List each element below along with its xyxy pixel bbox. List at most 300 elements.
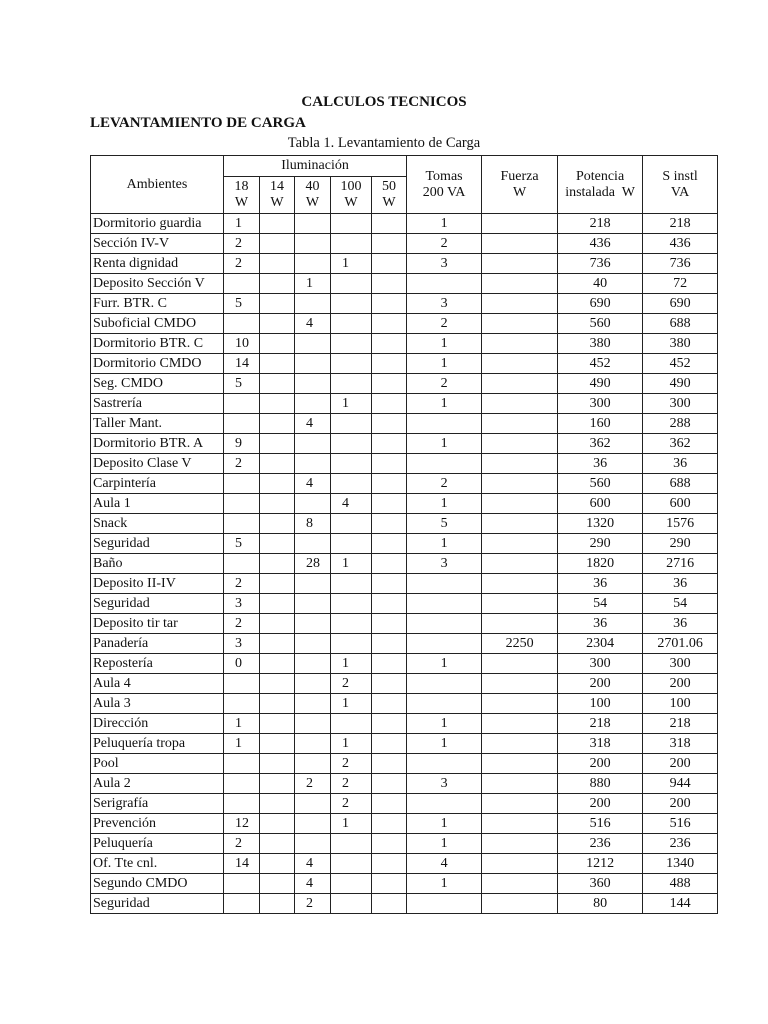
cell-18w bbox=[224, 894, 260, 914]
cell-ambiente: Panadería bbox=[91, 634, 224, 654]
cell-14w bbox=[260, 294, 295, 314]
cell-100w bbox=[331, 374, 372, 394]
cell-40w bbox=[295, 394, 331, 414]
cell-14w bbox=[260, 274, 295, 294]
cell-potencia: 40 bbox=[558, 274, 643, 294]
cell-100w bbox=[331, 294, 372, 314]
cell-ambiente: Snack bbox=[91, 514, 224, 534]
cell-40w bbox=[295, 814, 331, 834]
cell-14w bbox=[260, 414, 295, 434]
cell-100w bbox=[331, 454, 372, 474]
cell-100w bbox=[331, 314, 372, 334]
cell-50w bbox=[372, 394, 407, 414]
cell-18w: 2 bbox=[224, 574, 260, 594]
cell-ambiente: Peluquería tropa bbox=[91, 734, 224, 754]
cell-100w: 2 bbox=[331, 674, 372, 694]
cell-fuerza bbox=[482, 714, 558, 734]
document-title: CALCULOS TECNICOS bbox=[301, 94, 467, 110]
cell-100w: 2 bbox=[331, 774, 372, 794]
cell-50w bbox=[372, 734, 407, 754]
cell-18w: 3 bbox=[224, 634, 260, 654]
header-14w bbox=[260, 177, 295, 214]
cell-100w bbox=[331, 614, 372, 634]
cell-potencia: 300 bbox=[558, 394, 643, 414]
cell-14w bbox=[260, 374, 295, 394]
cell-tomas: 3 bbox=[407, 294, 482, 314]
cell-40w: 4 bbox=[295, 314, 331, 334]
cell-tomas: 3 bbox=[407, 554, 482, 574]
table-row bbox=[91, 614, 718, 634]
cell-14w bbox=[260, 394, 295, 414]
cell-s-instl: 36 bbox=[643, 574, 718, 594]
cell-tomas: 1 bbox=[407, 334, 482, 354]
cell-fuerza bbox=[482, 614, 558, 634]
cell-40w bbox=[295, 234, 331, 254]
cell-40w bbox=[295, 834, 331, 854]
cell-potencia: 218 bbox=[558, 714, 643, 734]
cell-50w bbox=[372, 354, 407, 374]
cell-s-instl: 218 bbox=[643, 214, 718, 234]
table-row bbox=[91, 274, 718, 294]
cell-14w bbox=[260, 634, 295, 654]
cell-s-instl: 736 bbox=[643, 254, 718, 274]
cell-potencia: 36 bbox=[558, 574, 643, 594]
cell-potencia: 380 bbox=[558, 334, 643, 354]
cell-50w bbox=[372, 214, 407, 234]
table-row bbox=[91, 494, 718, 514]
cell-18w: 2 bbox=[224, 614, 260, 634]
cell-tomas: 4 bbox=[407, 854, 482, 874]
cell-potencia: 80 bbox=[558, 894, 643, 914]
cell-ambiente: Seguridad bbox=[91, 534, 224, 554]
cell-18w bbox=[224, 414, 260, 434]
cell-fuerza bbox=[482, 894, 558, 914]
cell-40w: 4 bbox=[295, 874, 331, 894]
cell-ambiente: Dormitorio guardia bbox=[91, 214, 224, 234]
header-40w-line1: 40 bbox=[305, 179, 320, 194]
cell-100w bbox=[331, 514, 372, 534]
cell-14w bbox=[260, 834, 295, 854]
cell-50w bbox=[372, 274, 407, 294]
cell-ambiente: Deposito Clase V bbox=[91, 454, 224, 474]
cell-14w bbox=[260, 654, 295, 674]
table-row bbox=[91, 594, 718, 614]
cell-100w bbox=[331, 854, 372, 874]
cell-tomas bbox=[407, 614, 482, 634]
cell-50w bbox=[372, 814, 407, 834]
table-row bbox=[91, 654, 718, 674]
cell-100w: 1 bbox=[331, 394, 372, 414]
table-row bbox=[91, 414, 718, 434]
table-row bbox=[91, 774, 718, 794]
cell-tomas: 5 bbox=[407, 514, 482, 534]
cell-40w bbox=[295, 714, 331, 734]
cell-18w bbox=[224, 474, 260, 494]
cell-18w: 2 bbox=[224, 454, 260, 474]
cell-s-instl: 200 bbox=[643, 674, 718, 694]
cell-50w bbox=[372, 294, 407, 314]
cell-tomas bbox=[407, 794, 482, 814]
cell-ambiente: Dormitorio BTR. C bbox=[91, 334, 224, 354]
cell-tomas: 2 bbox=[407, 374, 482, 394]
cell-100w bbox=[331, 574, 372, 594]
table-body bbox=[91, 214, 718, 914]
header-tomas-line1: Tomas bbox=[425, 168, 463, 184]
cell-tomas bbox=[407, 894, 482, 914]
cell-100w: 2 bbox=[331, 794, 372, 814]
cell-s-instl: 362 bbox=[643, 434, 718, 454]
cell-18w: 10 bbox=[224, 334, 260, 354]
header-100w-line1: 100 bbox=[340, 179, 362, 194]
header-18w-line2: W bbox=[234, 195, 249, 210]
cell-ambiente: Baño bbox=[91, 554, 224, 574]
cell-40w: 2 bbox=[295, 894, 331, 914]
cell-50w bbox=[372, 834, 407, 854]
header-ambientes: Ambientes bbox=[91, 156, 224, 214]
cell-potencia: 100 bbox=[558, 694, 643, 714]
cell-ambiente: Suboficial CMDO bbox=[91, 314, 224, 334]
cell-potencia: 200 bbox=[558, 674, 643, 694]
cell-fuerza bbox=[482, 294, 558, 314]
cell-ambiente: Deposito tir tar bbox=[91, 614, 224, 634]
cell-s-instl: 200 bbox=[643, 794, 718, 814]
cell-fuerza bbox=[482, 574, 558, 594]
cell-fuerza bbox=[482, 414, 558, 434]
cell-s-instl: 380 bbox=[643, 334, 718, 354]
cell-18w: 5 bbox=[224, 374, 260, 394]
cell-100w bbox=[331, 214, 372, 234]
cell-50w bbox=[372, 674, 407, 694]
cell-tomas: 1 bbox=[407, 434, 482, 454]
cell-ambiente: Seguridad bbox=[91, 894, 224, 914]
cell-tomas: 1 bbox=[407, 814, 482, 834]
cell-50w bbox=[372, 594, 407, 614]
cell-50w bbox=[372, 654, 407, 674]
cell-fuerza bbox=[482, 314, 558, 334]
header-40w-line2: W bbox=[305, 195, 320, 210]
table-row bbox=[91, 434, 718, 454]
cell-potencia: 2304 bbox=[558, 634, 643, 654]
cell-fuerza bbox=[482, 694, 558, 714]
cell-fuerza bbox=[482, 254, 558, 274]
cell-s-instl: 436 bbox=[643, 234, 718, 254]
table-row bbox=[91, 574, 718, 594]
cell-s-instl: 300 bbox=[643, 394, 718, 414]
header-potencia-line2: instalada W bbox=[565, 184, 635, 200]
cell-100w bbox=[331, 354, 372, 374]
cell-fuerza bbox=[482, 754, 558, 774]
table-caption: Tabla 1. Levantamiento de Carga bbox=[287, 135, 481, 151]
cell-50w bbox=[372, 714, 407, 734]
cell-ambiente: Carpintería bbox=[91, 474, 224, 494]
cell-tomas bbox=[407, 634, 482, 654]
cell-ambiente: Furr. BTR. C bbox=[91, 294, 224, 314]
cell-18w: 1 bbox=[224, 214, 260, 234]
header-s-instl-line2: VA bbox=[670, 184, 690, 200]
cell-ambiente: Peluquería bbox=[91, 834, 224, 854]
header-s-instl-line1: S instl bbox=[662, 168, 698, 184]
cell-50w bbox=[372, 314, 407, 334]
cell-s-instl: 318 bbox=[643, 734, 718, 754]
header-fuerza-line1: Fuerza bbox=[500, 168, 539, 184]
cell-s-instl: 218 bbox=[643, 714, 718, 734]
cell-50w bbox=[372, 454, 407, 474]
table-row bbox=[91, 834, 718, 854]
cell-potencia: 236 bbox=[558, 834, 643, 854]
cell-s-instl: 290 bbox=[643, 534, 718, 554]
table-row bbox=[91, 454, 718, 474]
cell-18w: 12 bbox=[224, 814, 260, 834]
header-fuerza-line2: W bbox=[512, 184, 527, 200]
cell-fuerza bbox=[482, 374, 558, 394]
cell-18w bbox=[224, 554, 260, 574]
cell-40w bbox=[295, 434, 331, 454]
cell-40w bbox=[295, 454, 331, 474]
cell-18w: 1 bbox=[224, 734, 260, 754]
cell-50w bbox=[372, 534, 407, 554]
cell-ambiente: Dirección bbox=[91, 714, 224, 734]
cell-fuerza bbox=[482, 354, 558, 374]
cell-100w: 1 bbox=[331, 694, 372, 714]
cell-100w: 2 bbox=[331, 754, 372, 774]
cell-40w bbox=[295, 654, 331, 674]
cell-tomas bbox=[407, 454, 482, 474]
cell-40w: 4 bbox=[295, 474, 331, 494]
cell-50w bbox=[372, 794, 407, 814]
cell-18w bbox=[224, 754, 260, 774]
cell-fuerza bbox=[482, 814, 558, 834]
cell-fuerza bbox=[482, 454, 558, 474]
cell-18w: 0 bbox=[224, 654, 260, 674]
table-row bbox=[91, 854, 718, 874]
header-14w-line2: W bbox=[270, 195, 284, 210]
cell-s-instl: 2701.06 bbox=[643, 634, 718, 654]
cell-fuerza bbox=[482, 654, 558, 674]
cell-potencia: 200 bbox=[558, 794, 643, 814]
cell-50w bbox=[372, 234, 407, 254]
cell-s-instl: 144 bbox=[643, 894, 718, 914]
table-row bbox=[91, 374, 718, 394]
cell-potencia: 880 bbox=[558, 774, 643, 794]
cell-tomas: 3 bbox=[407, 774, 482, 794]
cell-18w: 5 bbox=[224, 534, 260, 554]
header-50w-line1: 50 bbox=[382, 179, 397, 194]
cell-ambiente: Aula 2 bbox=[91, 774, 224, 794]
cell-50w bbox=[372, 614, 407, 634]
header-iluminacion: Iluminación bbox=[224, 156, 407, 177]
cell-ambiente: Dormitorio CMDO bbox=[91, 354, 224, 374]
table-row bbox=[91, 474, 718, 494]
cell-s-instl: 488 bbox=[643, 874, 718, 894]
cell-100w: 1 bbox=[331, 654, 372, 674]
cell-potencia: 516 bbox=[558, 814, 643, 834]
cell-ambiente: Sastrería bbox=[91, 394, 224, 414]
cell-potencia: 360 bbox=[558, 874, 643, 894]
cell-18w: 14 bbox=[224, 354, 260, 374]
cell-14w bbox=[260, 454, 295, 474]
cell-100w bbox=[331, 414, 372, 434]
cell-18w bbox=[224, 794, 260, 814]
cell-fuerza bbox=[482, 854, 558, 874]
cell-100w bbox=[331, 634, 372, 654]
cell-18w: 9 bbox=[224, 434, 260, 454]
cell-40w bbox=[295, 294, 331, 314]
cell-100w: 1 bbox=[331, 554, 372, 574]
cell-fuerza bbox=[482, 554, 558, 574]
table-row bbox=[91, 354, 718, 374]
cell-potencia: 436 bbox=[558, 234, 643, 254]
cell-s-instl: 688 bbox=[643, 314, 718, 334]
cell-tomas: 1 bbox=[407, 214, 482, 234]
cell-40w bbox=[295, 694, 331, 714]
table-row bbox=[91, 694, 718, 714]
cell-s-instl: 600 bbox=[643, 494, 718, 514]
cell-tomas bbox=[407, 694, 482, 714]
cell-50w bbox=[372, 414, 407, 434]
cell-ambiente: Pool bbox=[91, 754, 224, 774]
cell-s-instl: 944 bbox=[643, 774, 718, 794]
cell-14w bbox=[260, 214, 295, 234]
cell-18w: 2 bbox=[224, 234, 260, 254]
header-18w-line1: 18 bbox=[234, 179, 249, 194]
cell-40w bbox=[295, 734, 331, 754]
cell-fuerza bbox=[482, 474, 558, 494]
cell-18w: 1 bbox=[224, 714, 260, 734]
cell-14w bbox=[260, 674, 295, 694]
cell-18w bbox=[224, 314, 260, 334]
cell-40w bbox=[295, 614, 331, 634]
section-heading: LEVANTAMIENTO DE CARGA bbox=[90, 115, 306, 131]
cell-ambiente: Serigrafía bbox=[91, 794, 224, 814]
cell-100w bbox=[331, 894, 372, 914]
cell-ambiente: Dormitorio BTR. A bbox=[91, 434, 224, 454]
cell-14w bbox=[260, 474, 295, 494]
cell-100w bbox=[331, 474, 372, 494]
cell-50w bbox=[372, 554, 407, 574]
cell-tomas: 1 bbox=[407, 874, 482, 894]
cell-s-instl: 100 bbox=[643, 694, 718, 714]
cell-18w bbox=[224, 694, 260, 714]
cell-14w bbox=[260, 354, 295, 374]
cell-fuerza bbox=[482, 394, 558, 414]
cell-14w bbox=[260, 514, 295, 534]
header-100w bbox=[331, 177, 372, 214]
cell-potencia: 362 bbox=[558, 434, 643, 454]
table-row bbox=[91, 674, 718, 694]
cell-50w bbox=[372, 574, 407, 594]
cell-s-instl: 688 bbox=[643, 474, 718, 494]
cell-potencia: 1820 bbox=[558, 554, 643, 574]
cell-40w bbox=[295, 214, 331, 234]
cell-40w: 4 bbox=[295, 854, 331, 874]
cell-ambiente: Of. Tte cnl. bbox=[91, 854, 224, 874]
cell-14w bbox=[260, 614, 295, 634]
cell-14w bbox=[260, 574, 295, 594]
table-row bbox=[91, 514, 718, 534]
cell-s-instl: 36 bbox=[643, 614, 718, 634]
cell-fuerza bbox=[482, 534, 558, 554]
cell-100w bbox=[331, 434, 372, 454]
table-row bbox=[91, 554, 718, 574]
cell-50w bbox=[372, 494, 407, 514]
cell-50w bbox=[372, 474, 407, 494]
cell-tomas bbox=[407, 594, 482, 614]
cell-14w bbox=[260, 774, 295, 794]
cell-fuerza bbox=[482, 794, 558, 814]
table-row bbox=[91, 254, 718, 274]
cell-s-instl: 490 bbox=[643, 374, 718, 394]
table-row bbox=[91, 894, 718, 914]
cell-50w bbox=[372, 894, 407, 914]
cell-14w bbox=[260, 334, 295, 354]
cell-40w bbox=[295, 754, 331, 774]
cell-18w bbox=[224, 394, 260, 414]
cell-14w bbox=[260, 794, 295, 814]
cell-100w bbox=[331, 234, 372, 254]
cell-s-instl: 54 bbox=[643, 594, 718, 614]
cell-50w bbox=[372, 774, 407, 794]
table-row bbox=[91, 334, 718, 354]
cell-fuerza bbox=[482, 834, 558, 854]
cell-ambiente: Aula 4 bbox=[91, 674, 224, 694]
cell-100w bbox=[331, 334, 372, 354]
cell-s-instl: 236 bbox=[643, 834, 718, 854]
cell-tomas bbox=[407, 754, 482, 774]
table-row bbox=[91, 714, 718, 734]
table-row bbox=[91, 534, 718, 554]
cell-fuerza bbox=[482, 774, 558, 794]
cell-ambiente: Seg. CMDO bbox=[91, 374, 224, 394]
cell-18w: 14 bbox=[224, 854, 260, 874]
cell-100w bbox=[331, 534, 372, 554]
cell-fuerza bbox=[482, 874, 558, 894]
cell-14w bbox=[260, 894, 295, 914]
cell-18w bbox=[224, 494, 260, 514]
table-row bbox=[91, 874, 718, 894]
table-row bbox=[91, 214, 718, 234]
cell-tomas: 1 bbox=[407, 354, 482, 374]
cell-fuerza bbox=[482, 214, 558, 234]
cell-tomas: 1 bbox=[407, 394, 482, 414]
cell-100w: 1 bbox=[331, 734, 372, 754]
table-row bbox=[91, 234, 718, 254]
cell-tomas: 1 bbox=[407, 494, 482, 514]
cell-ambiente: Deposito II-IV bbox=[91, 574, 224, 594]
cell-14w bbox=[260, 694, 295, 714]
cell-potencia: 560 bbox=[558, 474, 643, 494]
cell-potencia: 490 bbox=[558, 374, 643, 394]
table-row bbox=[91, 314, 718, 334]
cell-potencia: 736 bbox=[558, 254, 643, 274]
header-tomas bbox=[407, 156, 482, 214]
table-row bbox=[91, 394, 718, 414]
cell-potencia: 54 bbox=[558, 594, 643, 614]
cell-100w: 4 bbox=[331, 494, 372, 514]
cell-40w bbox=[295, 574, 331, 594]
cell-s-instl: 516 bbox=[643, 814, 718, 834]
cell-40w bbox=[295, 534, 331, 554]
cell-potencia: 1320 bbox=[558, 514, 643, 534]
cell-14w bbox=[260, 814, 295, 834]
cell-potencia: 200 bbox=[558, 754, 643, 774]
cell-tomas: 2 bbox=[407, 234, 482, 254]
table-row bbox=[91, 754, 718, 774]
cell-14w bbox=[260, 714, 295, 734]
table-row bbox=[91, 814, 718, 834]
table-header-row bbox=[91, 156, 718, 177]
cell-potencia: 690 bbox=[558, 294, 643, 314]
table-row bbox=[91, 294, 718, 314]
